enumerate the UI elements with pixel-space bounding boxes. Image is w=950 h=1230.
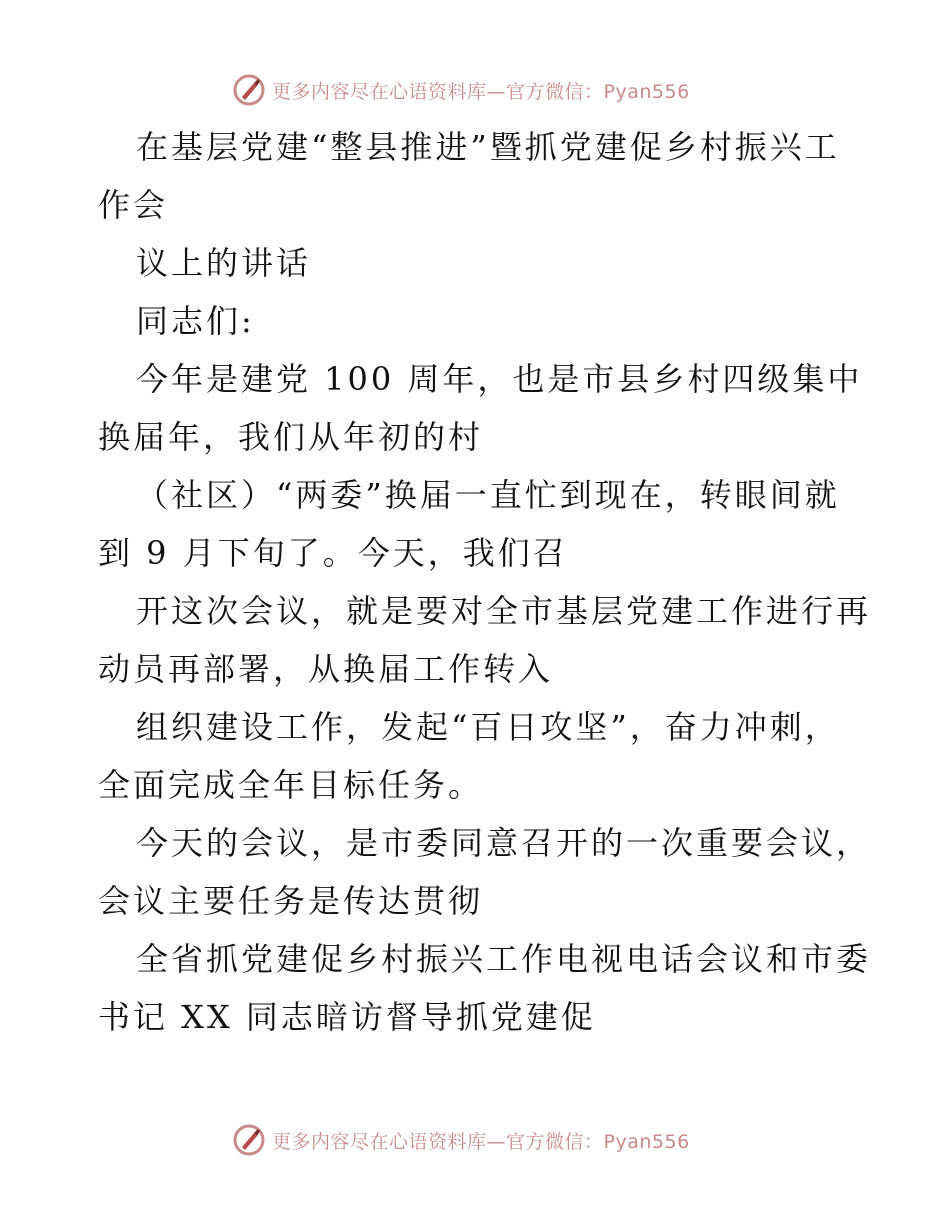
text-line: 作会	[98, 186, 169, 224]
header-watermark	[232, 70, 752, 110]
text-line: 会议主要任务是传达贯彻	[98, 882, 484, 920]
text-line: 全面完成全年目标任务。	[98, 766, 484, 804]
pen-seal-icon	[232, 73, 266, 107]
text-line: 动员再部署，从换届工作转入	[98, 650, 554, 688]
watermark-text: 更多内容尽在心语资料库—官方微信：Pyan556	[272, 80, 690, 103]
document-body	[98, 118, 872, 1046]
text-line: （社区）“两委”换届一直忙到现在，转眼间就	[136, 476, 840, 514]
text-line: 全省抓党建促乡村振兴工作电视电话会议和市委	[136, 940, 872, 978]
text-line: 同志们:	[136, 302, 255, 340]
text-line: 书记 XX 同志暗访督导抓党建促	[98, 998, 596, 1036]
footer-watermark	[232, 1120, 752, 1160]
pen-seal-icon	[232, 1123, 266, 1157]
text-line: 今天的会议，是市委同意召开的一次重要会议，	[136, 824, 872, 862]
text-line: 到 9 月下旬了。今天，我们召	[98, 534, 568, 572]
text-line: 议上的讲话	[136, 244, 312, 282]
text-line: 组织建设工作，发起“百日攻坚”，奋力冲刺，	[136, 708, 840, 746]
text-line: 在基层党建“整县推进”暨抓党建促乡村振兴工	[136, 128, 840, 166]
text-line: 今年是建党 100 周年，也是市县乡村四级集中	[136, 360, 863, 398]
text-line: 换届年，我们从年初的村	[98, 418, 484, 456]
text-line: 开这次会议，就是要对全市基层党建工作进行再	[136, 592, 872, 630]
watermark-text: 更多内容尽在心语资料库—官方微信：Pyan556	[272, 1130, 690, 1153]
